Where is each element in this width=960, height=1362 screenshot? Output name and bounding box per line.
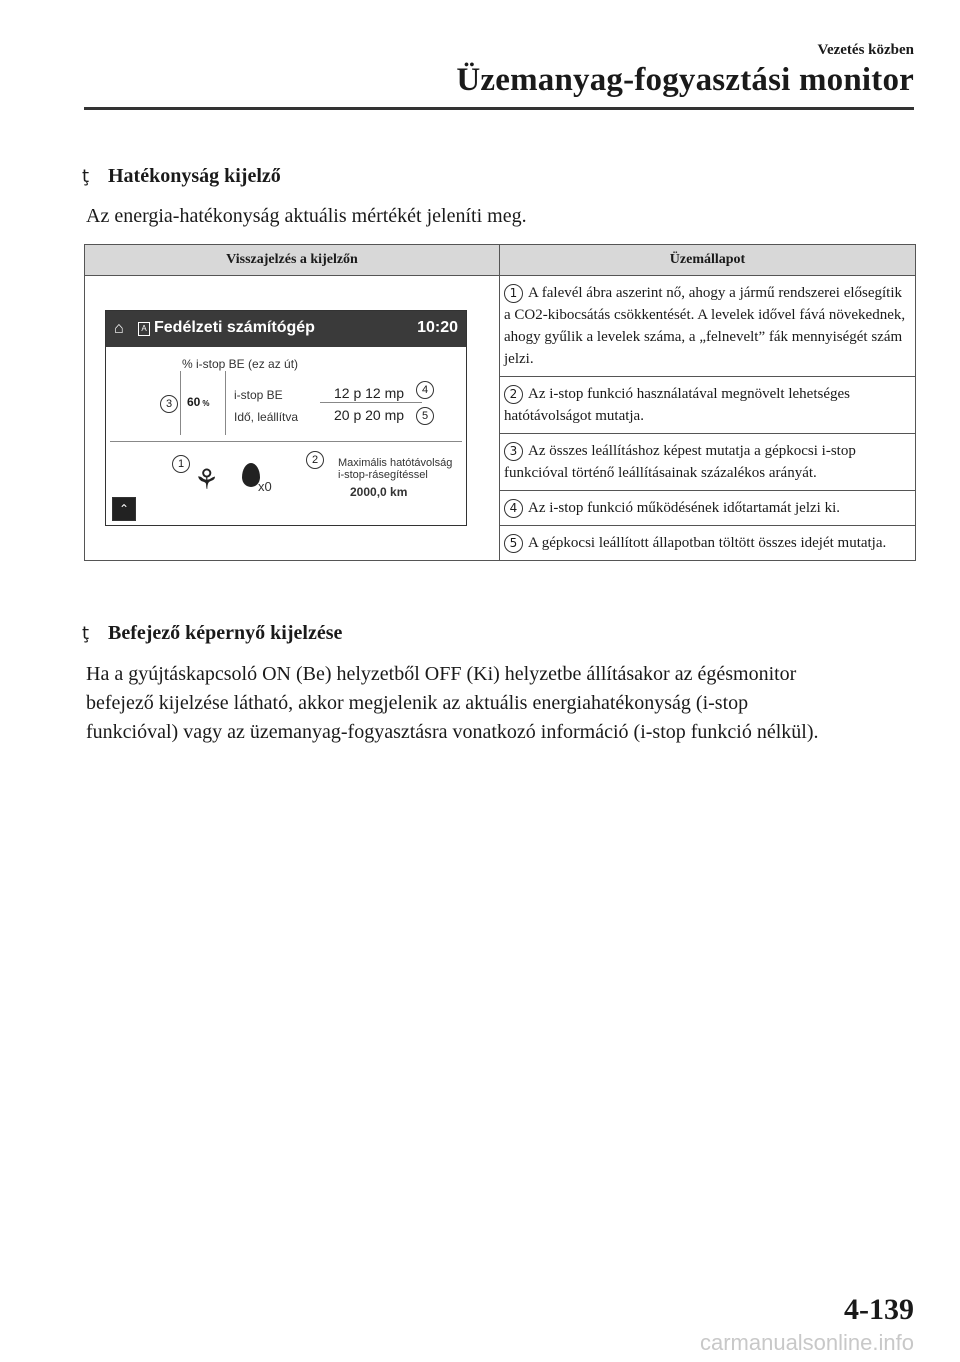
onboard-computer-screen <box>105 310 467 526</box>
istop-divider <box>320 402 422 403</box>
desc-number-1: 1 <box>504 284 523 303</box>
marker-3: 3 <box>160 395 178 413</box>
desc-number-3: 3 <box>504 442 523 461</box>
desc-text-4: Az i-stop funkció működésének időtartamát jelzi ki. <box>528 500 840 516</box>
desc-number-2: 2 <box>504 385 523 404</box>
desc-text-1: A falevél ábra aszerint nő, ahogy a jármű rendszerei elősegítik a CO2-kibocsátás csökkentését. A levelek idővel fává növekednek, ahogy gyűlik a levelek száma, a „felnevelt” fák mennyiségét szám jelzi. <box>504 285 906 367</box>
desc-row-4 <box>500 491 916 526</box>
desc-row-2 <box>500 377 916 434</box>
marker-2: 2 <box>306 451 324 469</box>
display-image-cell <box>85 276 500 561</box>
page-number: 4-139 <box>844 1293 914 1326</box>
section1-heading <box>82 165 281 188</box>
desc-row-3 <box>500 434 916 491</box>
section1-title: Hatékonyság kijelző <box>108 165 281 187</box>
marker-1: 1 <box>172 455 190 473</box>
range-label-1: Maximális hatótávolság <box>338 457 453 469</box>
range-label-2: i-stop-rásegítéssel <box>338 469 428 481</box>
bullet-t-icon: ţ <box>82 623 90 644</box>
desc-text-5: A gépkocsi leállított állapotban töltött összes idejét mutatja. <box>528 535 887 551</box>
info-table <box>84 244 916 561</box>
section2-heading <box>82 622 342 645</box>
screen-title-bar <box>106 311 466 347</box>
page-header-section: Vezetés közben <box>817 42 914 58</box>
section2-title: Befejező képernyő kijelzése <box>108 622 343 644</box>
table-header-state: Üzemállapot <box>500 245 916 276</box>
home-icon: ⌂ <box>114 320 124 337</box>
desc-number-5: 5 <box>504 534 523 553</box>
desc-row-5 <box>500 526 916 561</box>
stopped-value: 20 p 20 mp <box>334 407 405 423</box>
section2-line-1: Ha a gyújtáskapcsoló ON (Be) helyzetből OFF (Ki) helyzetbe állításakor az égésmonitor <box>86 663 797 685</box>
bullet-t-icon: ţ <box>82 166 90 187</box>
pct-label: % i-stop BE (ez az út) <box>182 357 299 371</box>
marker-5: 5 <box>416 407 434 425</box>
tree-count: x0 <box>258 479 272 494</box>
gauge-value: 60 % <box>187 395 210 409</box>
desc-number-4: 4 <box>504 499 523 518</box>
stopped-label: Idő, leállítva <box>234 410 299 424</box>
watermark: carmanualsonline.info <box>699 1330 914 1355</box>
page-header-title: Üzemanyag-fogyasztási monitor <box>456 62 914 98</box>
range-value: 2000,0 km <box>350 485 408 499</box>
istop-gauge <box>180 371 226 435</box>
section1-intro: Az energia-hatékonyság aktuális mértékét jeleníti meg. <box>86 205 527 227</box>
desc-row-1 <box>500 276 916 377</box>
desc-text-3: Az összes leállításhoz képest mutatja a gépkocsi i-stop funkcióval történő leállításainak százalékos arányát. <box>504 443 856 481</box>
screen-divider <box>110 441 462 442</box>
screen-clock: 10:20 <box>417 319 458 336</box>
istop-value: 12 p 12 mp <box>334 385 405 401</box>
plant-icon: ⚘ <box>194 464 220 495</box>
header-rule <box>84 107 914 110</box>
table-header-display: Visszajelzés a kijelzőn <box>85 245 500 276</box>
screen-title: Fedélzeti számítógép <box>154 319 315 336</box>
section2-line-3: funkcióval) vagy az üzemanyag-fogyasztásra vonatkozó információ (i-stop funkció nélkül). <box>86 721 819 743</box>
nav-up-icon[interactable]: ⌃ <box>112 497 136 521</box>
marker-4: 4 <box>416 381 434 399</box>
desc-text-2: Az i-stop funkció használatával megnövelt lehetséges hatótávolságot mutatja. <box>504 386 850 424</box>
section2-line-2: befejező kijelzése látható, akkor megjelenik az aktuális energiahatékonyság (i-stop <box>86 692 749 714</box>
document-icon: A <box>138 322 150 336</box>
istop-label: i-stop BE <box>234 388 283 402</box>
